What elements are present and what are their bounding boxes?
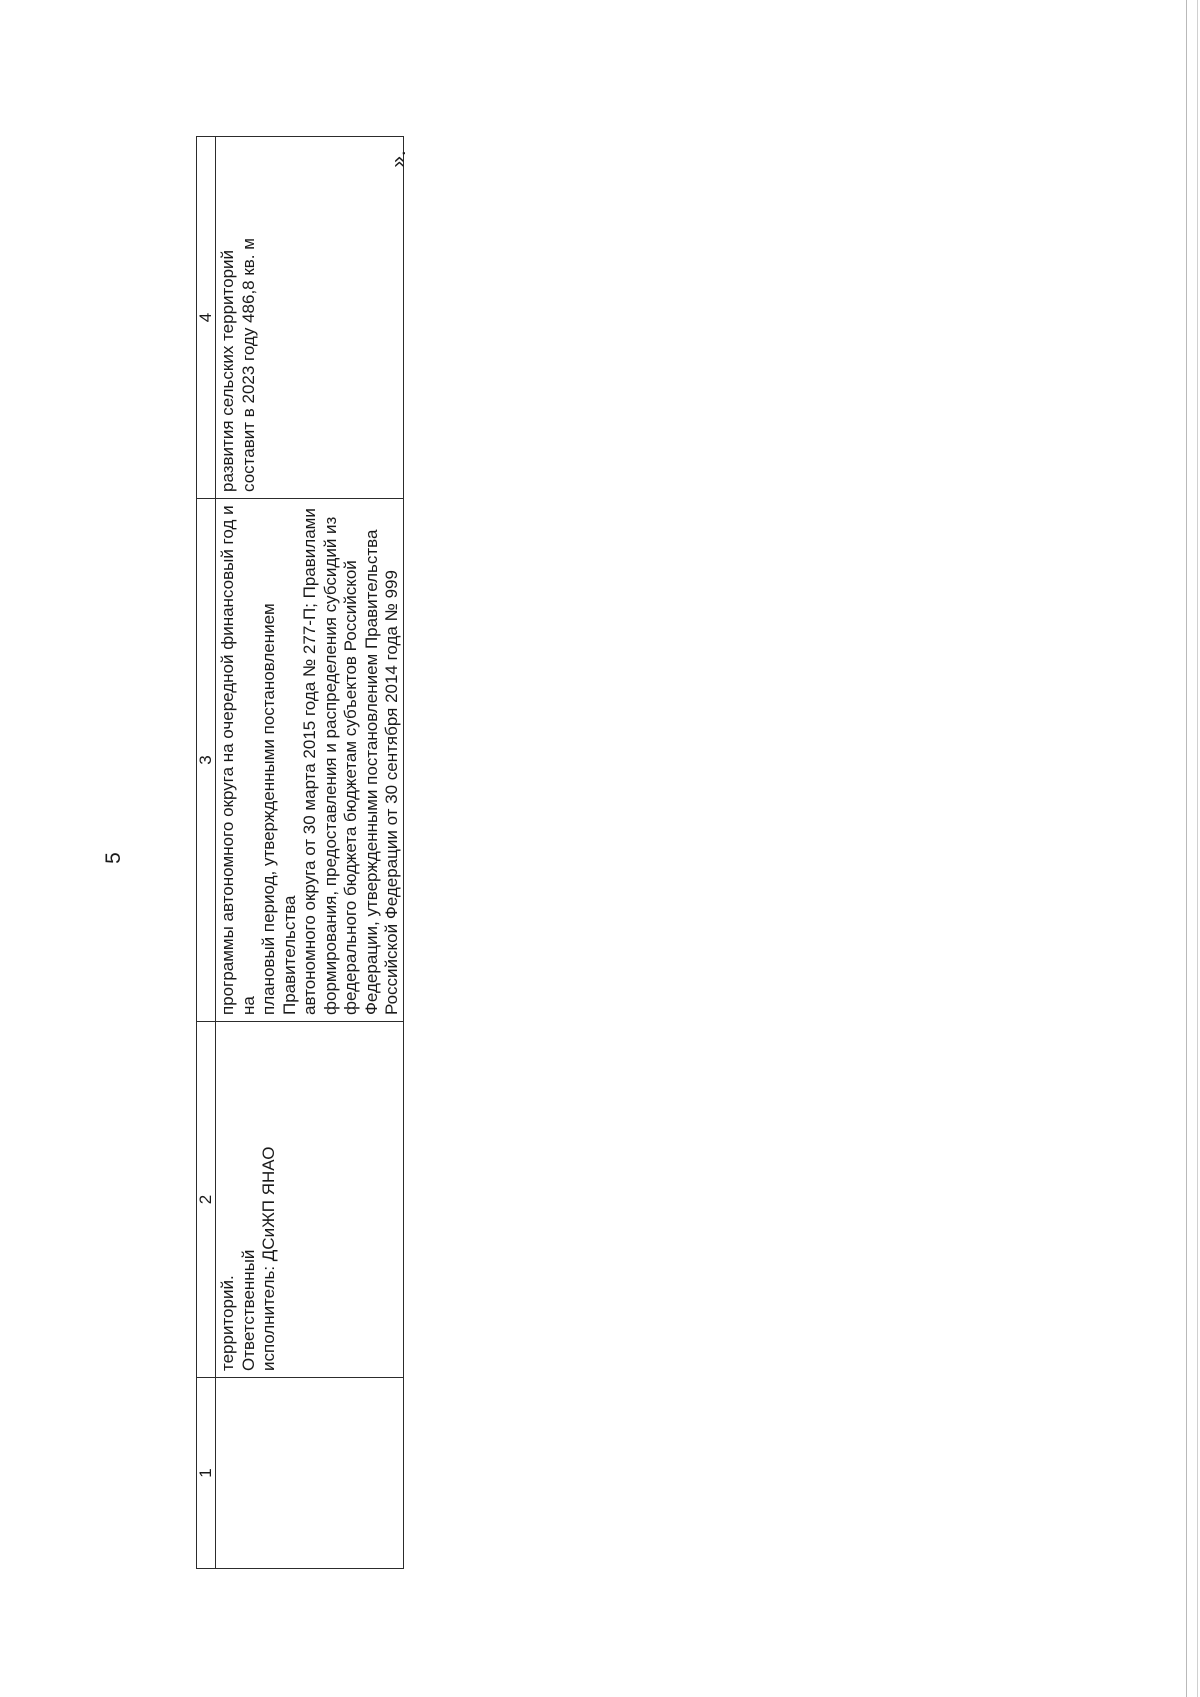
page-number: 5	[102, 852, 125, 864]
table-row	[216, 137, 404, 1569]
scan-edge-line	[1186, 0, 1187, 1697]
table-cell-col1	[216, 1378, 404, 1569]
document-table-container	[196, 137, 401, 1569]
table-header-cell: 2	[197, 1022, 216, 1378]
table-header-cell: 1	[197, 1378, 216, 1569]
document-table	[196, 136, 404, 1569]
table-cell-col2: территорий. Ответственный исполнитель: ДСиЖП ЯНАО	[216, 1022, 404, 1378]
rotated-table-frame	[196, 137, 401, 1569]
table-cell-col3: программы автономного округа на очередной финансовый год и на плановый период, утвержденными постановлением Правительства автономного округа от 30 марта 2015 года № 277-П; Правилами формирования, предоставления и распределения субсидий из федерального бюджета бюджетам субъектов Российской Федерации, утвержденными постановлением Правительства Российской Федерации от 30 сентября 2014 года № 999	[216, 499, 404, 1022]
closing-quote-mark: ».	[387, 150, 410, 168]
table-header-row	[197, 137, 216, 1569]
table-header-cell: 3	[197, 499, 216, 1022]
scan-edge-line	[1197, 0, 1198, 1697]
table-cell-col4: развития сельских территорий составит в 2023 году 486,8 кв. м	[216, 137, 404, 499]
table-header-cell: 4	[197, 137, 216, 499]
